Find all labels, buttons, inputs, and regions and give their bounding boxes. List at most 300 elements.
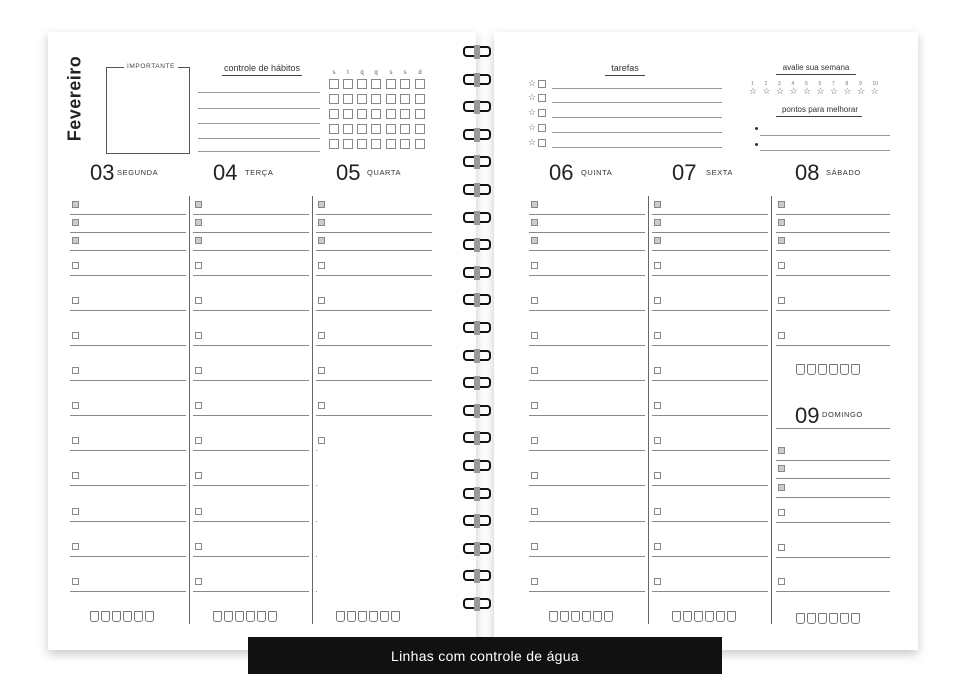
habit-day-label: q xyxy=(374,70,378,76)
write-line[interactable] xyxy=(529,214,645,215)
spiral-ring-icon xyxy=(459,212,495,225)
water-cup-icon[interactable] xyxy=(796,613,805,624)
checkbox-icon[interactable] xyxy=(72,262,79,269)
checkbox-icon[interactable] xyxy=(531,219,538,226)
habit-line[interactable] xyxy=(198,151,320,152)
checkbox-icon[interactable] xyxy=(531,262,538,269)
checkbox-icon[interactable] xyxy=(318,402,325,409)
checkbox-icon[interactable] xyxy=(654,262,661,269)
star-icon[interactable]: ☆ xyxy=(776,86,785,96)
checkbox-icon[interactable] xyxy=(318,297,325,304)
write-line[interactable] xyxy=(193,521,309,522)
checkbox-icon[interactable] xyxy=(195,262,202,269)
water-cup-icon[interactable] xyxy=(694,611,703,622)
habit-checkbox[interactable] xyxy=(343,79,353,89)
checkbox-icon[interactable] xyxy=(531,297,538,304)
write-line[interactable] xyxy=(193,556,309,557)
checkbox-icon[interactable] xyxy=(778,262,785,269)
checkbox-icon[interactable] xyxy=(654,402,661,409)
write-line[interactable] xyxy=(652,415,768,416)
write-line[interactable] xyxy=(316,380,432,381)
checkbox-icon[interactable] xyxy=(72,201,79,208)
write-line[interactable] xyxy=(652,250,768,251)
water-cup-icon[interactable] xyxy=(358,611,367,622)
water-cup-icon[interactable] xyxy=(818,613,827,624)
write-line[interactable] xyxy=(193,415,309,416)
checkbox-icon[interactable] xyxy=(318,367,325,374)
write-line[interactable] xyxy=(776,478,890,479)
habit-line[interactable] xyxy=(198,92,320,93)
write-line[interactable] xyxy=(652,345,768,346)
write-line[interactable] xyxy=(70,556,186,557)
checkbox-icon[interactable] xyxy=(195,201,202,208)
write-line[interactable] xyxy=(70,345,186,346)
habit-day-label: t xyxy=(347,70,349,76)
improve-line[interactable] xyxy=(760,135,890,136)
checkbox-icon[interactable] xyxy=(195,297,202,304)
write-line[interactable] xyxy=(776,522,890,523)
water-cup-icon[interactable] xyxy=(683,611,692,622)
checkbox-icon[interactable] xyxy=(654,508,661,515)
write-line[interactable] xyxy=(70,591,186,592)
checkbox-icon[interactable] xyxy=(318,219,325,226)
checkbox-icon[interactable] xyxy=(654,297,661,304)
checkbox-icon[interactable] xyxy=(531,201,538,208)
checkbox-icon[interactable] xyxy=(531,437,538,444)
column-divider xyxy=(648,196,649,624)
write-line[interactable] xyxy=(70,415,186,416)
habit-checkbox[interactable] xyxy=(357,109,367,119)
checkbox-icon[interactable] xyxy=(195,472,202,479)
habit-checkbox[interactable] xyxy=(400,94,410,104)
checkbox-icon[interactable] xyxy=(778,332,785,339)
spiral-ring-icon xyxy=(459,294,495,307)
checkbox-icon[interactable] xyxy=(778,578,785,585)
water-cup-icon[interactable] xyxy=(257,611,266,622)
water-tracker xyxy=(549,611,613,622)
write-line[interactable] xyxy=(193,345,309,346)
star-icon[interactable]: ☆ xyxy=(528,122,537,132)
water-tracker xyxy=(336,611,400,622)
star-icon[interactable]: ☆ xyxy=(857,86,866,96)
water-cup-icon[interactable] xyxy=(235,611,244,622)
checkbox-icon[interactable] xyxy=(195,508,202,515)
star-icon[interactable]: ☆ xyxy=(528,107,537,117)
water-cup-icon[interactable] xyxy=(213,611,222,622)
write-line[interactable] xyxy=(776,214,890,215)
habit-checkbox[interactable] xyxy=(343,139,353,149)
checkbox-icon[interactable] xyxy=(654,219,661,226)
water-tracker xyxy=(796,613,860,624)
checkbox-icon[interactable] xyxy=(778,297,785,304)
write-line[interactable] xyxy=(316,415,432,416)
checkbox-icon[interactable] xyxy=(318,201,325,208)
rating-number: 8 xyxy=(845,81,849,87)
write-line[interactable] xyxy=(316,275,432,276)
write-line[interactable] xyxy=(70,275,186,276)
write-line[interactable] xyxy=(776,460,890,461)
checkbox-icon[interactable] xyxy=(318,262,325,269)
write-line[interactable] xyxy=(316,232,432,233)
write-line[interactable] xyxy=(529,250,645,251)
water-cup-icon[interactable] xyxy=(807,364,816,375)
habit-checkbox[interactable] xyxy=(329,124,339,134)
checkbox-icon[interactable] xyxy=(72,297,79,304)
water-cup-icon[interactable] xyxy=(593,611,602,622)
write-line[interactable] xyxy=(193,310,309,311)
star-icon[interactable]: ☆ xyxy=(803,86,812,96)
write-line[interactable] xyxy=(193,275,309,276)
star-icon[interactable]: ☆ xyxy=(762,86,771,96)
habit-checkbox[interactable] xyxy=(357,94,367,104)
write-line[interactable] xyxy=(316,345,432,346)
habit-checkbox[interactable] xyxy=(386,139,396,149)
checkbox-icon[interactable] xyxy=(654,437,661,444)
checkbox-icon[interactable] xyxy=(538,80,546,88)
write-line[interactable] xyxy=(652,591,768,592)
checkbox-icon[interactable] xyxy=(195,367,202,374)
day-name: DOMINGO xyxy=(822,410,863,419)
habit-checkbox[interactable] xyxy=(415,79,425,89)
write-line[interactable] xyxy=(193,214,309,215)
habit-checkbox[interactable] xyxy=(415,109,425,119)
habit-checkbox[interactable] xyxy=(371,139,381,149)
checkbox-icon[interactable] xyxy=(318,237,325,244)
write-line[interactable] xyxy=(70,450,186,451)
write-line[interactable] xyxy=(529,415,645,416)
write-line[interactable] xyxy=(193,232,309,233)
write-line[interactable] xyxy=(776,345,890,346)
write-line[interactable] xyxy=(70,250,186,251)
checkbox-icon[interactable] xyxy=(72,219,79,226)
habit-line[interactable] xyxy=(198,108,320,109)
water-cup-icon[interactable] xyxy=(224,611,233,622)
spiral-ring-icon xyxy=(459,377,495,390)
water-cup-icon[interactable] xyxy=(705,611,714,622)
water-cup-icon[interactable] xyxy=(134,611,143,622)
habit-checkbox[interactable] xyxy=(371,94,381,104)
habit-checkbox[interactable] xyxy=(400,139,410,149)
habit-day-label: s xyxy=(389,70,393,76)
write-line[interactable] xyxy=(529,485,645,486)
checkbox-icon[interactable] xyxy=(538,139,546,147)
write-line[interactable] xyxy=(193,591,309,592)
star-icon[interactable]: ☆ xyxy=(528,92,537,102)
write-line[interactable] xyxy=(529,310,645,311)
column-divider xyxy=(189,196,190,624)
day-number: 05 xyxy=(336,160,361,185)
habit-checkbox[interactable] xyxy=(415,94,425,104)
checkbox-icon[interactable] xyxy=(72,332,79,339)
habit-checkbox[interactable] xyxy=(371,124,381,134)
star-icon[interactable]: ☆ xyxy=(870,86,879,96)
checkbox-icon[interactable] xyxy=(531,578,538,585)
spiral-ring-icon xyxy=(459,515,495,528)
habit-day-label: d xyxy=(418,70,422,76)
improve-title: pontos para melhorar xyxy=(781,105,859,114)
habit-checkbox[interactable] xyxy=(400,124,410,134)
star-icon[interactable]: ☆ xyxy=(816,86,825,96)
water-cup-icon[interactable] xyxy=(716,611,725,622)
habit-checkbox[interactable] xyxy=(415,139,425,149)
write-line[interactable] xyxy=(776,232,890,233)
water-cup-icon[interactable] xyxy=(796,364,805,375)
habit-checkbox[interactable] xyxy=(400,79,410,89)
checkbox-icon[interactable] xyxy=(72,508,79,515)
checkbox-icon[interactable] xyxy=(318,332,325,339)
checkbox-icon[interactable] xyxy=(778,484,785,491)
write-line[interactable] xyxy=(529,345,645,346)
spiral-ring-icon xyxy=(459,46,495,59)
water-cup-icon[interactable] xyxy=(582,611,591,622)
water-cup-icon[interactable] xyxy=(727,611,736,622)
star-icon[interactable]: ☆ xyxy=(843,86,852,96)
habit-checkbox[interactable] xyxy=(386,94,396,104)
habit-checkbox[interactable] xyxy=(386,109,396,119)
write-line[interactable] xyxy=(652,485,768,486)
spiral-ring-icon xyxy=(459,267,495,280)
write-line[interactable] xyxy=(70,521,186,522)
habit-checkbox[interactable] xyxy=(357,79,367,89)
checkbox-icon[interactable] xyxy=(778,237,785,244)
checkbox-icon[interactable] xyxy=(654,367,661,374)
checkbox-icon[interactable] xyxy=(72,472,79,479)
write-line[interactable] xyxy=(652,214,768,215)
checkbox-icon[interactable] xyxy=(195,578,202,585)
write-line[interactable] xyxy=(316,214,432,215)
star-icon[interactable]: ☆ xyxy=(830,86,839,96)
habit-checkbox[interactable] xyxy=(386,79,396,89)
write-line[interactable] xyxy=(529,591,645,592)
habit-line[interactable] xyxy=(198,138,320,139)
checkbox-icon[interactable] xyxy=(195,219,202,226)
write-line[interactable] xyxy=(652,232,768,233)
water-cup-icon[interactable] xyxy=(369,611,378,622)
write-line[interactable] xyxy=(776,250,890,251)
month-title: Fevereiro xyxy=(64,55,85,142)
day-name: SÁBADO xyxy=(826,168,861,177)
water-cup-icon[interactable] xyxy=(549,611,558,622)
checkbox-icon[interactable] xyxy=(195,437,202,444)
checkbox-icon[interactable] xyxy=(72,237,79,244)
write-line[interactable] xyxy=(316,310,432,311)
spiral-ring-icon xyxy=(459,350,495,363)
task-line[interactable] xyxy=(552,88,722,89)
habit-checkbox[interactable] xyxy=(343,94,353,104)
write-line[interactable] xyxy=(652,310,768,311)
write-line[interactable] xyxy=(316,250,432,251)
checkbox-icon[interactable] xyxy=(72,437,79,444)
day-name: SEXTA xyxy=(706,168,734,177)
task-line[interactable] xyxy=(552,102,722,103)
write-line[interactable] xyxy=(529,232,645,233)
star-icon[interactable]: ☆ xyxy=(528,137,537,147)
habit-checkbox[interactable] xyxy=(357,124,367,134)
task-line[interactable] xyxy=(552,132,722,133)
write-line[interactable] xyxy=(70,214,186,215)
habit-checkbox[interactable] xyxy=(357,139,367,149)
write-line[interactable] xyxy=(529,521,645,522)
write-line[interactable] xyxy=(652,521,768,522)
day-number: 04 xyxy=(213,160,238,185)
rating-number: 9 xyxy=(859,81,862,87)
rating-number: 6 xyxy=(818,81,822,87)
checkbox-icon[interactable] xyxy=(195,543,202,550)
water-cup-icon[interactable] xyxy=(90,611,99,622)
write-line[interactable] xyxy=(652,275,768,276)
checkbox-icon[interactable] xyxy=(654,578,661,585)
spiral-ring-icon xyxy=(459,74,495,87)
checkbox-icon[interactable] xyxy=(531,332,538,339)
day-name: QUARTA xyxy=(367,168,402,177)
habit-checkbox[interactable] xyxy=(343,109,353,119)
task-line[interactable] xyxy=(552,147,722,148)
water-cup-icon[interactable] xyxy=(123,611,132,622)
write-line[interactable] xyxy=(776,428,890,429)
day-number: 03 xyxy=(90,160,115,185)
spiral-ring-icon xyxy=(459,184,495,197)
checkbox-icon[interactable] xyxy=(72,578,79,585)
write-line[interactable] xyxy=(776,310,890,311)
habit-checkbox[interactable] xyxy=(343,124,353,134)
important-box[interactable] xyxy=(106,67,190,154)
water-cup-icon[interactable] xyxy=(829,364,838,375)
spiral-ring-icon xyxy=(459,432,495,445)
water-cup-icon[interactable] xyxy=(851,364,860,375)
checkbox-icon[interactable] xyxy=(778,219,785,226)
habit-checkbox[interactable] xyxy=(329,79,339,89)
water-cup-icon[interactable] xyxy=(571,611,580,622)
habit-checkbox[interactable] xyxy=(415,124,425,134)
habit-line[interactable] xyxy=(198,123,320,124)
habit-day-label: s xyxy=(403,70,407,76)
water-cup-icon[interactable] xyxy=(246,611,255,622)
write-line[interactable] xyxy=(70,485,186,486)
water-cup-icon[interactable] xyxy=(347,611,356,622)
checkbox-icon[interactable] xyxy=(778,544,785,551)
water-cup-icon[interactable] xyxy=(604,611,613,622)
water-cup-icon[interactable] xyxy=(336,611,345,622)
water-cup-icon[interactable] xyxy=(829,613,838,624)
checkbox-icon[interactable] xyxy=(654,237,661,244)
water-cup-icon[interactable] xyxy=(840,364,849,375)
checkbox-icon[interactable] xyxy=(778,509,785,516)
habit-checkbox[interactable] xyxy=(400,109,410,119)
task-line[interactable] xyxy=(552,117,722,118)
checkbox-icon[interactable] xyxy=(654,332,661,339)
checkbox-icon[interactable] xyxy=(778,465,785,472)
checkbox-icon[interactable] xyxy=(531,367,538,374)
habit-checkbox[interactable] xyxy=(371,109,381,119)
checkbox-icon[interactable] xyxy=(195,332,202,339)
water-tracker xyxy=(796,364,860,375)
write-line[interactable] xyxy=(193,380,309,381)
write-line[interactable] xyxy=(70,380,186,381)
habit-checkbox[interactable] xyxy=(386,124,396,134)
day-number: 09 xyxy=(795,403,820,428)
write-line[interactable] xyxy=(70,232,186,233)
write-line[interactable] xyxy=(193,450,309,451)
improve-line[interactable] xyxy=(760,150,890,151)
day-name: TERÇA xyxy=(245,168,274,177)
write-line[interactable] xyxy=(529,556,645,557)
write-line[interactable] xyxy=(652,380,768,381)
water-cup-icon[interactable] xyxy=(840,613,849,624)
water-cup-icon[interactable] xyxy=(380,611,389,622)
checkbox-icon[interactable] xyxy=(538,109,546,117)
write-line[interactable] xyxy=(652,556,768,557)
water-tracker xyxy=(90,611,154,622)
spiral-ring-icon xyxy=(459,405,495,418)
checkbox-icon[interactable] xyxy=(531,508,538,515)
star-icon[interactable]: ☆ xyxy=(749,86,758,96)
habit-checkbox[interactable] xyxy=(329,109,339,119)
checkbox-icon[interactable] xyxy=(72,543,79,550)
water-cup-icon[interactable] xyxy=(391,611,400,622)
write-line[interactable] xyxy=(70,310,186,311)
habit-checkbox[interactable] xyxy=(329,94,339,104)
habit-day-label: q xyxy=(360,70,364,76)
spiral-ring-icon xyxy=(459,322,495,335)
habit-checkbox[interactable] xyxy=(329,139,339,149)
water-cup-icon[interactable] xyxy=(807,613,816,624)
rating-number: 2 xyxy=(764,81,768,87)
checkbox-icon[interactable] xyxy=(654,472,661,479)
checkbox-icon[interactable] xyxy=(531,402,538,409)
spiral-ring-icon xyxy=(459,129,495,142)
checkbox-icon[interactable] xyxy=(195,237,202,244)
water-cup-icon[interactable] xyxy=(268,611,277,622)
habit-checkbox[interactable] xyxy=(371,79,381,89)
write-line[interactable] xyxy=(776,591,890,592)
write-line[interactable] xyxy=(776,497,890,498)
write-line[interactable] xyxy=(652,450,768,451)
checkbox-icon[interactable] xyxy=(778,447,785,454)
checkbox-icon[interactable] xyxy=(654,543,661,550)
habits-title-underline xyxy=(222,75,302,76)
checkbox-icon[interactable] xyxy=(195,402,202,409)
write-line[interactable] xyxy=(529,450,645,451)
write-line[interactable] xyxy=(193,485,309,486)
write-line[interactable] xyxy=(529,275,645,276)
write-line[interactable] xyxy=(193,250,309,251)
water-cup-icon[interactable] xyxy=(145,611,154,622)
checkbox-icon[interactable] xyxy=(778,201,785,208)
checkbox-icon[interactable] xyxy=(318,437,325,444)
rating-number: 7 xyxy=(832,81,835,87)
water-cup-icon[interactable] xyxy=(101,611,110,622)
write-line[interactable] xyxy=(529,380,645,381)
star-icon[interactable]: ☆ xyxy=(789,86,798,96)
checkbox-icon[interactable] xyxy=(531,237,538,244)
checkbox-icon[interactable] xyxy=(531,543,538,550)
checkbox-icon[interactable] xyxy=(72,402,79,409)
water-cup-icon[interactable] xyxy=(851,613,860,624)
checkbox-icon[interactable] xyxy=(538,124,546,132)
water-cup-icon[interactable] xyxy=(818,364,827,375)
water-cup-icon[interactable] xyxy=(112,611,121,622)
rating-number: 3 xyxy=(778,81,781,87)
write-line[interactable] xyxy=(776,275,890,276)
checkbox-icon[interactable] xyxy=(72,367,79,374)
checkbox-icon[interactable] xyxy=(538,94,546,102)
water-cup-icon[interactable] xyxy=(672,611,681,622)
checkbox-icon[interactable] xyxy=(531,472,538,479)
star-icon[interactable]: ☆ xyxy=(528,78,537,88)
checkbox-icon[interactable] xyxy=(654,201,661,208)
water-cup-icon[interactable] xyxy=(560,611,569,622)
write-line[interactable] xyxy=(776,557,890,558)
